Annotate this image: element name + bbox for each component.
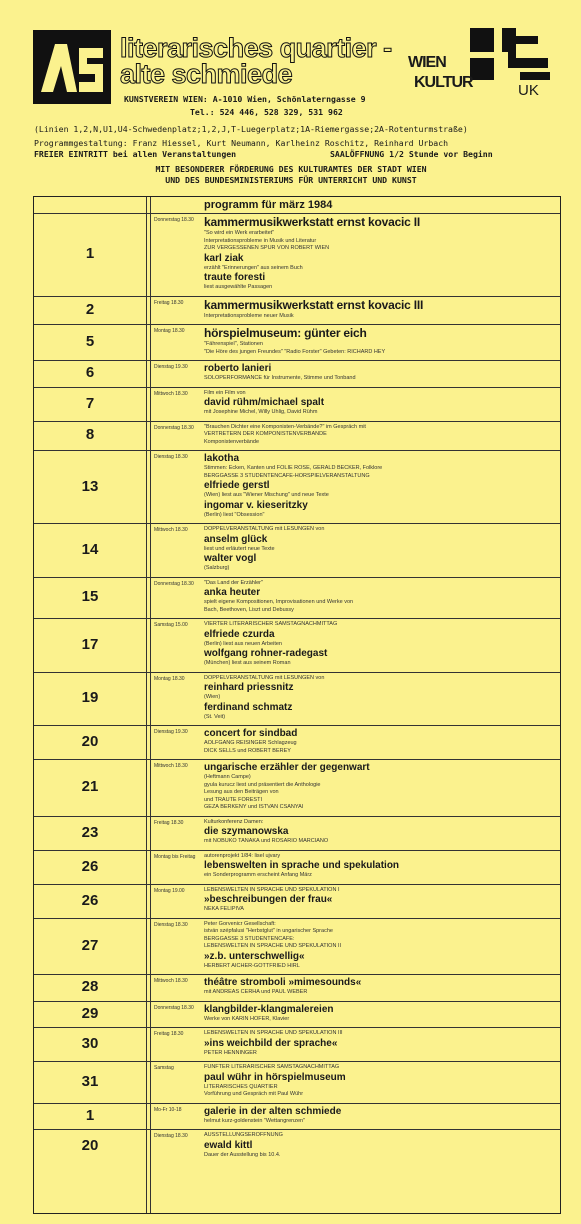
doors-info: SAALÖFFNUNG 1/2 Stunde vor Beginn [330,149,493,159]
event-detail: (Heftmann Campe) [204,774,251,780]
event-detail: Stimmen: Ecken, Kanten und FOLIE ROSE, GERALD BECKER, Folklore [204,465,383,471]
event-detail: erzählt "Erinnerungen" aus seinem Buch [204,264,303,271]
program-table [33,196,561,1214]
event-title: ingomar v. kieseritzky [204,499,308,511]
day-info: Donnerstag 18.30 [154,424,194,431]
day-info: Freitag 18.30 [154,1031,184,1037]
event-detail: "Die Höre des jungen Freundes" "Radio Forster" Gebeten: RICHARD HEY [204,348,386,355]
day-info: Mittwoch 18.30 [154,763,188,769]
event-title: hörspielmuseum: günter eich [204,327,367,340]
event-detail: Werke von KARIN HOFER, Klavier [204,1015,290,1022]
day-info: Mittwoch 18.30 [154,978,188,984]
day-info: Donnerstag 18.30 [154,1004,194,1011]
event-detail: spielt eigene Kompositionen, Improvisationen und Werke von [204,599,354,605]
event-detail: "Das Land der Erzähler" [204,579,263,586]
event-detail: VIERTER LITERARISCHER SAMSTAGNACHMITTAG [204,621,338,627]
event-detail: Kulturkonferenz Damen: [204,818,264,825]
row-divider [34,324,560,325]
day-number: 19 [81,689,99,707]
row-divider [34,1103,560,1104]
event-title: lakotha [204,453,240,464]
event-detail: Dauer der Ausstellung bis 10.4. [204,1151,281,1158]
day-number: 8 [85,426,95,444]
event-title: elfriede czurda [204,628,275,640]
event-detail: AOLFGANG REISINGER Schlagzeug [204,740,297,746]
event-title: elfriede gerstl [204,480,270,491]
event-detail: DOPPELVERANSTALTUNG mit LESUNGEN von [204,674,325,681]
as-logo [33,30,111,104]
event-detail: (St. Veit) [204,713,226,720]
event-title: »z.b. unterschwellig« [204,950,305,962]
row-divider [34,816,560,817]
day-number: 1 [85,245,95,263]
event-detail: DICK SELLS und ROBERT BEREY [204,747,291,754]
day-number: 27 [81,936,99,954]
day-info: Montag bis Freitag [154,853,196,860]
day-number: 21 [81,778,99,796]
day-number: 31 [81,1072,99,1090]
wien-kultur-logo [408,28,558,104]
event-detail: gyula kurucz liest und präsentiert die Anthologie [204,781,321,788]
event-detail: VERTRETERN DER KOMPONISTENVERBÄNDE [204,431,327,437]
event-detail: DOPPELVERANSTALTUNG mit LESUNGEN von [204,526,325,532]
day-info: Mo-Fr 10-18 [154,1106,182,1113]
event-title: reinhard priessnitz [204,682,294,693]
row-divider [34,884,560,885]
event-title: david rühm/michael spalt [204,397,325,408]
event-detail: LEBENSWELTEN IN SPRACHE UND SPEKULATION II [204,943,342,949]
day-number: 30 [81,1035,99,1052]
day-number: 28 [81,978,99,996]
row-divider [34,1129,560,1130]
day-number: 29 [81,1004,99,1022]
event-detail: mit ANDREAS CERHA und PAUL WEBER [204,989,308,995]
support-line1: MIT BESONDERER FÖRDERUNG DES KULTURAMTES DER STADT WIEN [155,164,427,174]
event-detail: "Brauchen Dichter eine Komponisten-Verbände?" im Gespräch mit [204,423,366,430]
event-detail: (München) liest aus seinem Roman [204,660,291,666]
day-number: 20 [81,1137,99,1154]
event-detail: LEBENSWELTEN IN SPRACHE UND SPEKULATION III [204,1030,343,1036]
row-divider [34,577,560,578]
support-line2: UND DES BUNDESMINISTERIUMS FÜR UNTERRICHT UND KUNST [165,175,417,185]
day-number: 23 [81,823,99,841]
free-entry: FREIER EINTRITT bei allen Veranstaltungen [34,149,237,159]
row-divider [34,1061,560,1062]
event-title: »beschreibungen der frau« [204,894,333,905]
day-info: Samstag 15.00 [154,622,188,628]
event-detail: liest ausgewählte Passagen [204,284,273,290]
day-info: Montag 18.30 [154,328,185,334]
event-title: »ins weichbild der sprache« [204,1037,338,1049]
event-title: lebenswelten in sprache und spekulation [204,860,400,871]
row-divider [34,974,560,975]
event-detail: SOLOPERFORMANCE für Instrumente, Stimme und Tonband [204,375,356,381]
event-title: die szymanowska [204,826,289,837]
event-title: walter vogl [204,553,257,564]
day-info: Montag 18.30 [154,675,185,682]
day-info: Montag 19.00 [154,887,185,894]
event-detail: und TRAUTE FORESTI [204,796,262,803]
event-title: anselm glück [204,533,268,545]
event-title: kammermusikwerkstatt ernst kovacic II [204,216,421,229]
event-detail: PETER HENNINGER [204,1049,257,1056]
row-divider [34,213,560,214]
event-detail: "So wird ein Werk erarbeitet" [204,230,275,236]
event-title: ferdinand schmatz [204,701,293,713]
event-title: anka heuter [204,587,261,598]
event-detail: Komponistenverbände [204,438,260,445]
event-title: ewald kittl [204,1139,253,1151]
day-info: Donnerstag 18.30 [154,217,194,223]
event-detail: Lesung aus den Beiträgen von [204,789,279,795]
event-detail: ZUR VERGESSENEN SPUR VON ROBERT WIEN [204,245,330,251]
event-detail: "Fährenspiel", Stationen [204,341,263,347]
row-divider [34,523,560,524]
row-divider [34,450,560,451]
event-detail: (Wien) [204,694,221,700]
event-title: roberto lanieri [204,363,272,374]
event-detail: helmut kurz-goldenstein "Wettangrenzen" [204,1117,306,1124]
event-title: paul wühr in hörspielmuseum [204,1071,346,1083]
phone-line: Tel.: 524 446, 528 329, 531 962 [190,107,343,117]
event-detail: ein Sonderprogramm erscheint Anfang März [204,872,312,878]
row-divider [34,296,560,297]
event-detail: liest und erläutert neue Texte [204,545,275,552]
transport-line: (Linien 1,2,N,U1,U4-Schwedenplatz;1,2,J,T-Luegerplatz;1A-Riemergasse;2A-Rotenturmstraße) [34,124,468,134]
event-detail: (Berlin) liest aus neuen Arbeiten [204,640,282,647]
wien-logo-text2: KULTUR [414,74,473,91]
event-detail: Film ein Film von [204,389,246,396]
day-info: Freitag 18.30 [154,299,184,306]
event-detail: BERGGASSE 3 STUDENTENCAFE-HORSPIELVERANSTALTUNG [204,472,370,479]
event-detail: LITERARISCHES QUARTIER [204,1083,278,1090]
row-divider [34,759,560,760]
event-detail: Vorführung und Gespräch mit Paul Wühr [204,1091,304,1097]
row-divider [34,672,560,673]
day-info: Dienstag 18.30 [154,454,188,460]
day-info: Dienstag 19.30 [154,364,188,370]
day-info: Donnerstag 18.30 [154,580,194,587]
day-number: 7 [85,394,95,412]
header-title-line2: alte schmiede [120,59,293,89]
day-info: Freitag 18.30 [154,819,184,826]
event-detail: AUSSTELLUNGSERÖFFNUNG [204,1132,283,1138]
event-detail: NEKA FELIPIVA [204,906,244,912]
row-divider [34,618,560,619]
event-detail: (Berlin) liest "Obsession" [204,511,265,518]
row-divider [34,421,560,422]
day-info: Samstag [154,1065,174,1071]
day-number: 17 [81,635,99,653]
row-divider [34,1001,560,1002]
day-number: 14 [81,540,99,558]
program-line: Programmgestaltung: Franz Hiessel, Kurt Neumann, Karlheinz Roschitz, Reinhard Urbach [34,138,449,148]
event-title: klangbilder-klangmalereien [204,1003,334,1015]
event-detail: istván szépfalusi "Herbstglut" in ungarischer Sprache [204,928,333,934]
event-detail: mit Josephine Michel, Willy Uhlig, David Rühm [204,409,318,415]
event-detail: Bach, Beethoven, Liszt und Debussy [204,606,294,613]
wien-logo-text1: WIEN [408,54,446,71]
row-divider [34,1027,560,1028]
event-detail: HERBERT AICHER-GOTTFRIED HIRL [204,962,300,969]
event-title: wolfgang rohner-radegast [204,648,328,659]
row-divider [34,850,560,851]
event-detail: LEBENSWELTEN IN SPRACHE UND SPEKULATION I [204,886,340,893]
event-detail: GEZA BERKENY und ISTVAN CSANYAI [204,804,304,810]
row-divider [34,725,560,726]
day-info: Dienstag 18.30 [154,921,188,928]
wien-logo-sub: UK [518,82,539,99]
day-number: 2 [85,300,95,318]
row-divider [34,387,560,388]
event-title: kammermusikwerkstatt ernst kovacic III [204,298,424,312]
day-info: Dienstag 18.30 [154,1133,188,1139]
day-info: Dienstag 19.30 [154,729,188,735]
day-number: 6 [85,364,95,382]
row-divider [34,918,560,919]
event-title: concert for sindbad [204,728,298,739]
event-title: galerie in der alten schmiede [204,1105,342,1117]
day-number: 15 [81,588,99,606]
day-number: 1 [85,1106,95,1124]
day-number: 13 [81,477,99,495]
event-detail: (Salzburg) [204,565,230,571]
event-detail: autorenprojekt 1/84: lisel ujvary [204,852,281,859]
event-detail: Peter Gorvenicr Gesellschaft: [204,920,276,927]
day-number: 5 [85,333,95,350]
event-detail: FÜNFTER LITERARISCHER SAMSTAGNACHMITTAG [204,1064,340,1070]
event-title: ungarische erzähler der gegenwart [204,762,370,773]
event-detail: (Wien) liest aus "Wiener Mischung" und neue Texte [204,492,329,498]
event-detail: Interpretationsprobleme neuer Musik [204,312,294,319]
program-title: programm für märz 1984 [204,199,333,211]
event-title: traute foresti [204,272,266,283]
day-number: 20 [81,733,99,750]
event-title: théâtre stromboli »mimesounds« [204,977,362,988]
event-detail: Interpretationsprobleme in Musik und Literatur [204,237,317,244]
event-detail: BERGGASSE 3 STUDENTENCAFE: [204,935,295,942]
event-detail: mit NOBUKO TANAKA und ROSARIO MARCIANO [204,838,329,844]
day-number: 26 [81,857,99,875]
day-info: Mittwoch 18.30 [154,527,188,533]
day-info: Mittwoch 18.30 [154,390,188,397]
event-title: karl ziak [204,252,244,264]
header-title-line1: literarisches quartier - [120,33,392,63]
address-line: KUNSTVEREIN WIEN: A-1010 Wien, Schönlaterngasse 9 [124,94,366,104]
row-divider [34,360,560,361]
day-number: 26 [81,891,99,909]
